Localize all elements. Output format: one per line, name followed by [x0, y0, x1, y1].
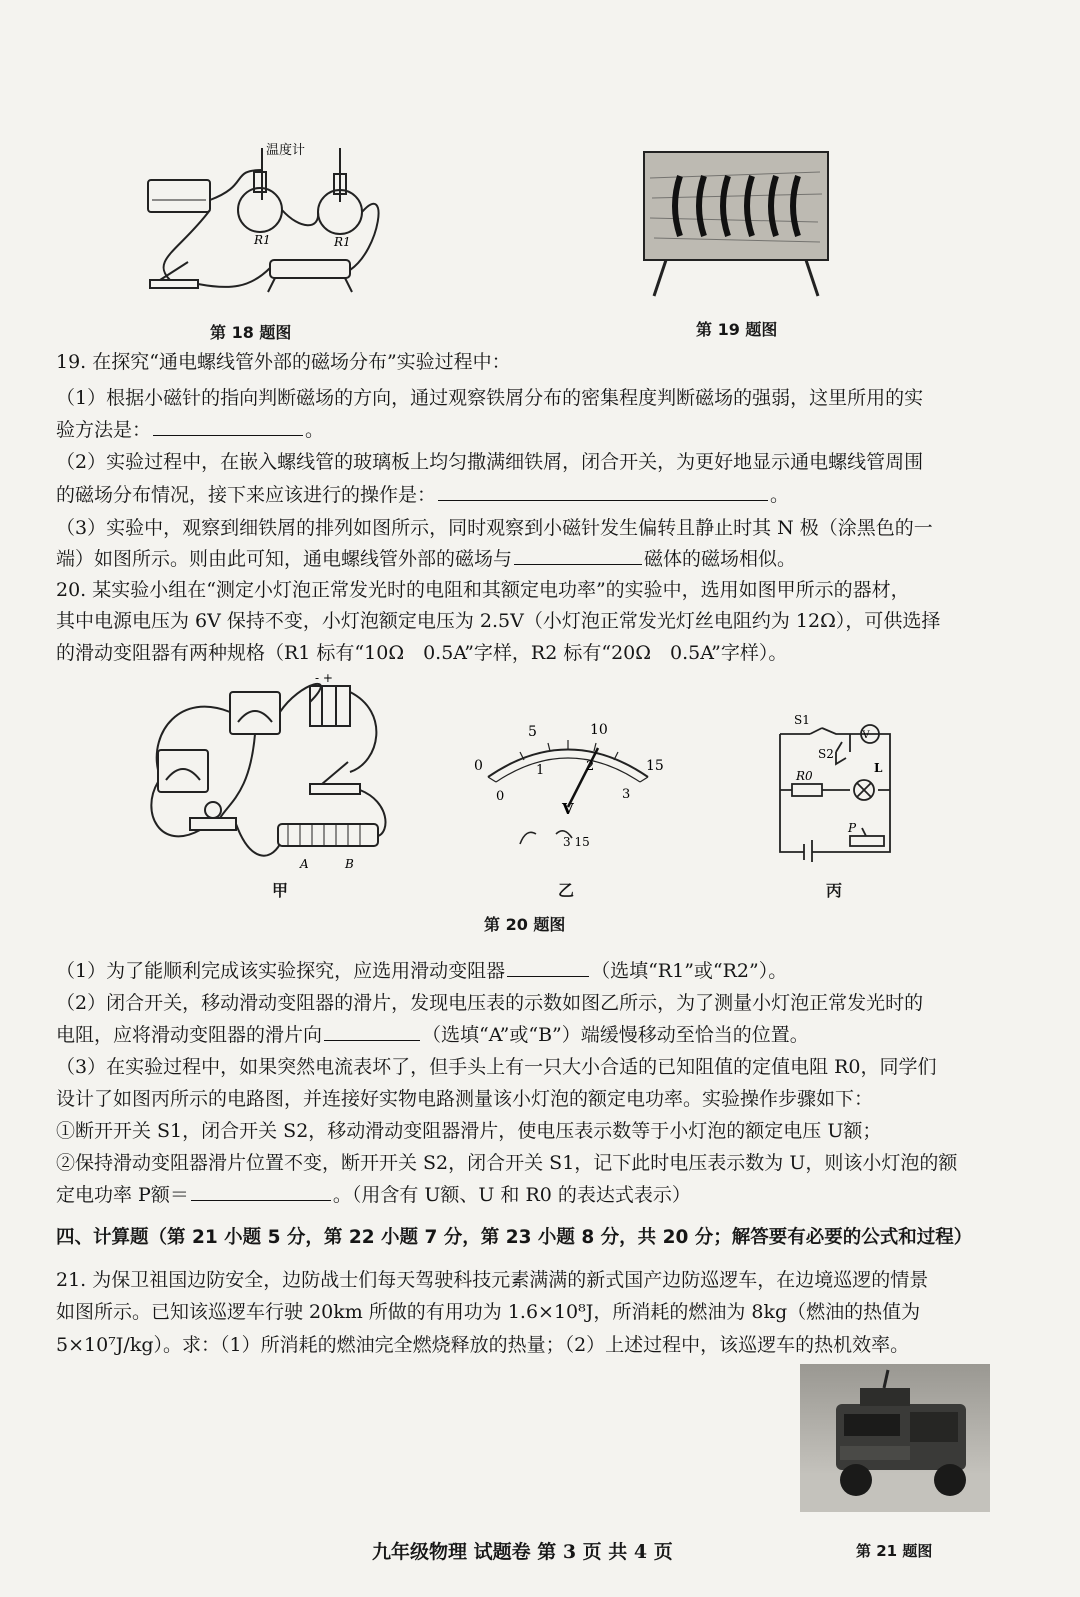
rheostat-icon	[270, 260, 350, 278]
svg-text:- +: - +	[315, 672, 333, 685]
scale-top-15: 15	[646, 758, 664, 774]
ammeter-icon	[158, 750, 208, 792]
dial-terminals-label: 3 15	[563, 835, 590, 849]
figure-18-circuit	[130, 140, 390, 310]
q19-p3-line1: （3）实验中，观察到细铁屑的排列如图所示，同时观察到小磁针发生偏转且静止时其 N 极（涂黑色的一	[56, 517, 933, 539]
q20-blank-1[interactable]	[507, 958, 589, 977]
thermometer-label: 温度计	[266, 143, 306, 158]
dial-pointer	[568, 748, 598, 807]
wheel-icon	[840, 1464, 872, 1496]
scale-top-10: 10	[590, 722, 608, 738]
q20-p3-line2: 设计了如图丙所示的电路图，并连接好实物电路测量该小灯泡的额定电功率。实验操作步骤如下：	[56, 1088, 874, 1110]
q20-p3-line1: （3）在实验过程中，如果突然电流表坏了，但手头上有一只大小合适的已知阻值的定值电阻 R0，同学们	[56, 1056, 937, 1078]
figure-21-patrol-vehicle-photo	[800, 1364, 990, 1512]
battery-icon	[310, 686, 350, 726]
q20-blank-3[interactable]	[191, 1182, 331, 1201]
terminal-a-label: A	[300, 857, 309, 871]
q20-step2-line1: ②保持滑动变阻器滑片位置不变，断开开关 S2，闭合开关 S1，记下此时电压表示数为 U，则该小灯泡的额	[56, 1152, 958, 1174]
q20-line1: 20. 某实验小组在“测定小灯泡正常发光时的电阻和其额定电功率”的实验中，选用如图甲所示的器材，	[56, 579, 910, 601]
scale-bottom-0: 0	[496, 789, 505, 804]
scale-bottom-1: 1	[536, 763, 545, 778]
scale-bottom-3: 3	[622, 787, 631, 802]
scale-top-5: 5	[528, 724, 537, 740]
figure-20-bing-label: 丙	[826, 881, 843, 900]
switch-jia-icon	[310, 784, 360, 794]
rheostat-circuit-icon	[850, 836, 884, 846]
scale-top-0: 0	[474, 758, 483, 774]
r0-resistor-icon	[792, 784, 822, 796]
q21-line3: 5×10⁷J/kg）。求：（1）所消耗的燃油完全燃烧释放的热量；（2）上述过程中，该巡逻车的热机效率。	[56, 1334, 910, 1356]
q20-step1: ①断开开关 S1，闭合开关 S2，移动滑动变阻器滑片，使电压表示数等于小灯泡的额定电压 U额；	[56, 1120, 882, 1142]
q20-p2-line2: 电阻，应将滑动变阻器的滑片向 （选填“A”或“B”）端缓慢移动至恰当的位置。	[56, 1024, 809, 1046]
q20-p2-line1: （2）闭合开关，移动滑动变阻器的滑片，发现电压表的示数如图乙所示，为了测量小灯泡正常发光时的	[56, 992, 924, 1014]
q20-blank-2[interactable]	[324, 1022, 420, 1041]
q19-p2-line1: （2）实验过程中，在嵌入螺线管的玻璃板上均匀撒满细铁屑，闭合开关，为更好地显示通电螺线管周围	[56, 451, 924, 473]
figure-19-caption: 第 19 题图	[696, 320, 778, 339]
figure-20-yi-label: 乙	[558, 881, 575, 900]
figure-20-yi-voltmeter-dial	[468, 722, 668, 852]
bulb-icon	[205, 802, 221, 818]
figure-20-jia-apparatus	[140, 672, 400, 872]
q19-blank-2[interactable]	[438, 482, 768, 501]
power-supply-icon	[148, 180, 210, 212]
scale-bottom-2: 2	[586, 759, 595, 774]
circuit-r0-label: R0	[796, 769, 813, 783]
q19-p3-line2: 端）如图所示。则由此可知，通电螺线管外部的磁场与 磁体的磁场相似。	[56, 548, 797, 570]
q19-blank-1[interactable]	[153, 417, 303, 436]
r1-label: R1	[254, 233, 271, 247]
circuit-s1-label: S1	[794, 713, 810, 727]
figure-18-caption: 第 18 题图	[210, 323, 292, 342]
voltmeter-icon	[230, 692, 280, 734]
circuit-p-label: P	[848, 821, 857, 835]
terminal-b-label: B	[345, 857, 354, 871]
q19-stem: 19. 在探究“通电螺线管外部的磁场分布”实验过程中：	[56, 351, 511, 373]
q19-blank-3[interactable]	[514, 546, 642, 565]
dial-v-label: V	[562, 800, 574, 818]
circuit-v-label: V	[862, 730, 870, 741]
section-4-heading: 四、计算题（第 21 小题 5 分，第 22 小题 7 分，第 23 小题 8 分，共 20 分；解答要有必要的公式和过程）	[56, 1227, 973, 1248]
r2-label: R1	[334, 235, 351, 249]
q19-p1-line1: （1）根据小磁针的指向判断磁场的方向，通过观察铁屑分布的密集程度判断磁场的强弱，这里所用的实	[56, 387, 924, 409]
circuit-l-label: L	[874, 761, 883, 775]
figure-21-caption: 第 21 题图	[856, 1542, 933, 1560]
q20-step2-line2: 定电功率 P额＝ 。（用含有 U额、U 和 R0 的表达式表示）	[56, 1184, 691, 1206]
figure-20-jia-label: 甲	[272, 881, 289, 900]
rheostat-jia-icon	[278, 824, 378, 846]
figure-19-solenoid	[640, 148, 835, 298]
q19-p2-line2: 的磁场分布情况，接下来应该进行的操作是： 。	[56, 484, 790, 506]
flask-r1-icon	[238, 188, 282, 232]
q20-p1: （1）为了能顺利完成该实验探究，应选用滑动变阻器 （选填“R1”或“R2”）。	[56, 960, 788, 982]
bulb-base-icon	[190, 818, 236, 830]
q20-line3: 的滑动变阻器有两种规格（R1 标有“10Ω 0.5A”字样，R2 标有“20Ω 0.5A”字样）。	[56, 642, 788, 664]
q21-line1: 21. 为保卫祖国边防安全，边防战士们每天驾驶科技元素满满的新式国产边防巡逻车，在边境巡逻的情景	[56, 1269, 929, 1291]
page-footer: 九年级物理 试题卷 第 3 页 共 4 页	[372, 1541, 673, 1563]
q21-line2: 如图所示。已知该巡逻车行驶 20km 所做的有用功为 1.6×10⁸J，所消耗的燃油为 8kg（燃油的热值为	[56, 1301, 921, 1323]
figure-20-bing-circuit-diagram	[770, 712, 910, 862]
figure-20-caption: 第 20 题图	[484, 915, 566, 934]
q19-p1-line2: 验方法是： 。	[56, 419, 325, 441]
switch-icon	[150, 280, 198, 288]
circuit-s2-label: S2	[818, 747, 834, 761]
q20-line2: 其中电源电压为 6V 保持不变，小灯泡额定电压为 2.5V（小灯泡正常发光灯丝电阻约为 12Ω），可供选择	[56, 610, 941, 632]
